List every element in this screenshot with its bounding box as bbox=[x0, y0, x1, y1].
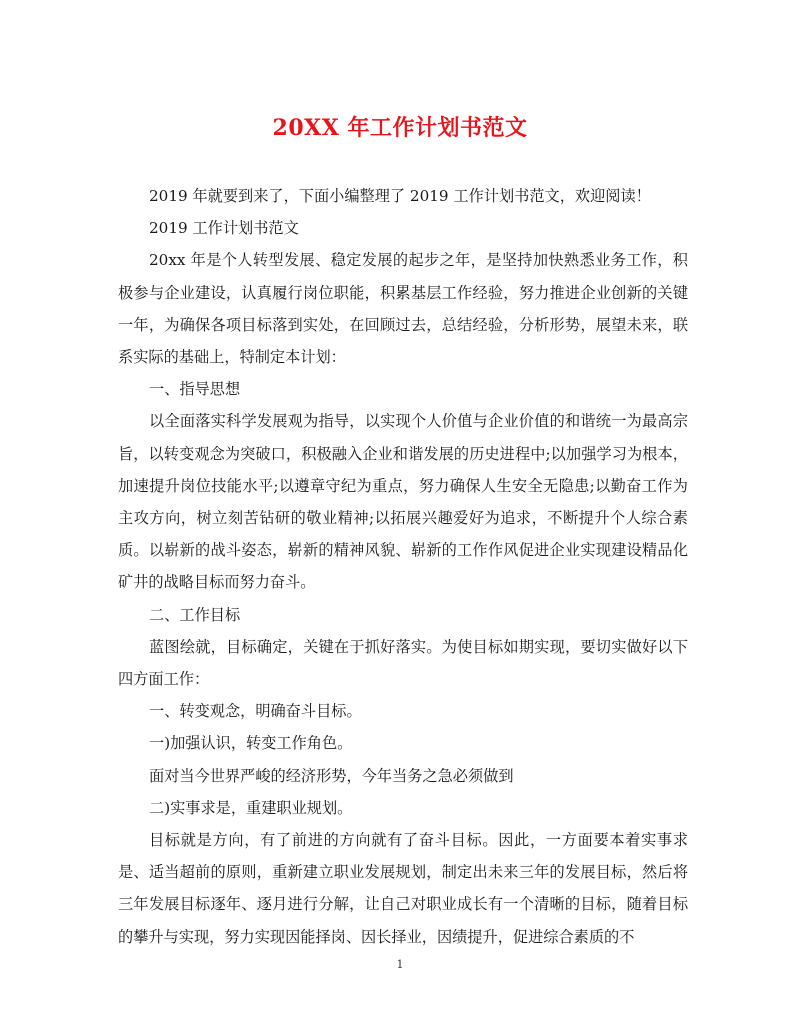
body-paragraph: 以全面落实科学发展观为指导，以实现个人价值与企业价值的和谐统一为最高宗旨，以转变观念为突破口，积极融入企业和谐发展的历史进程中;以加强学习为根本，加速提升岗位技能水平;以遵章守纪为重点，努力确保人生安全无隐患;以勤奋工作为主攻方向，树立刻苦钻研的敬业精神;以拓展兴趣爱好为追求，不断提升个人综合素质。以崭新的战斗姿态，崭新的精神风貌、崭新的工作作风促进企业实现建设精品化矿井的战略目标而努力奋斗。 bbox=[118, 412, 688, 592]
intro-paragraph: 2019 年就要到来了，下面小编整理了 2019 工作计划书范文，欢迎阅读！ bbox=[149, 187, 651, 205]
body-paragraph: 蓝图绘就，目标确定，关键在于抓好落实。为使目标如期实现，要切实做好以下四方面工作： bbox=[118, 637, 688, 689]
body-paragraph: 目标就是方向，有了前进的方向就有了奋斗目标。因此，一方面要本着实事求是、适当超前的原则，重新建立职业发展规划，制定出未来三年的发展目标，然后将三年发展目标逐年、逐月进行分解，让自己对职业成长有一个清晰的目标，随着目标的攀升与实现，努力实现因能择岗、因长择业，因绩提升，促进综合素质的不 bbox=[118, 831, 688, 946]
subsection-heading: 一)加强认识，转变工作角色。 bbox=[149, 734, 353, 753]
subtitle-paragraph: 2019 工作计划书范文 bbox=[149, 219, 299, 238]
section-heading: 二、工作目标 bbox=[149, 605, 241, 624]
page-number: 1 bbox=[396, 958, 404, 971]
body-paragraph: 面对当今世界严峻的经济形势，今年当务之急必须做到 bbox=[149, 766, 514, 785]
body-paragraph: 20xx 年是个人转型发展、稳定发展的起步之年，是坚持加快熟悉业务工作，积极参与企业建设，认真履行岗位职能，积累基层工作经验，努力推进企业创新的关键一年，为确保各项目标落到实处，在回顾过去，总结经验，分析形势，展望未来，联系实际的基础上，特制定本计划： bbox=[118, 251, 688, 367]
document-title: 20XX 年工作计划书范文 bbox=[272, 115, 528, 141]
subsection-heading: 二)实事求是，重建职业规划。 bbox=[149, 798, 353, 817]
subsection-heading: 一、转变观念，明确奋斗目标。 bbox=[149, 702, 362, 721]
section-heading: 一、指导思想 bbox=[149, 380, 241, 399]
document-body bbox=[118, 180, 688, 953]
